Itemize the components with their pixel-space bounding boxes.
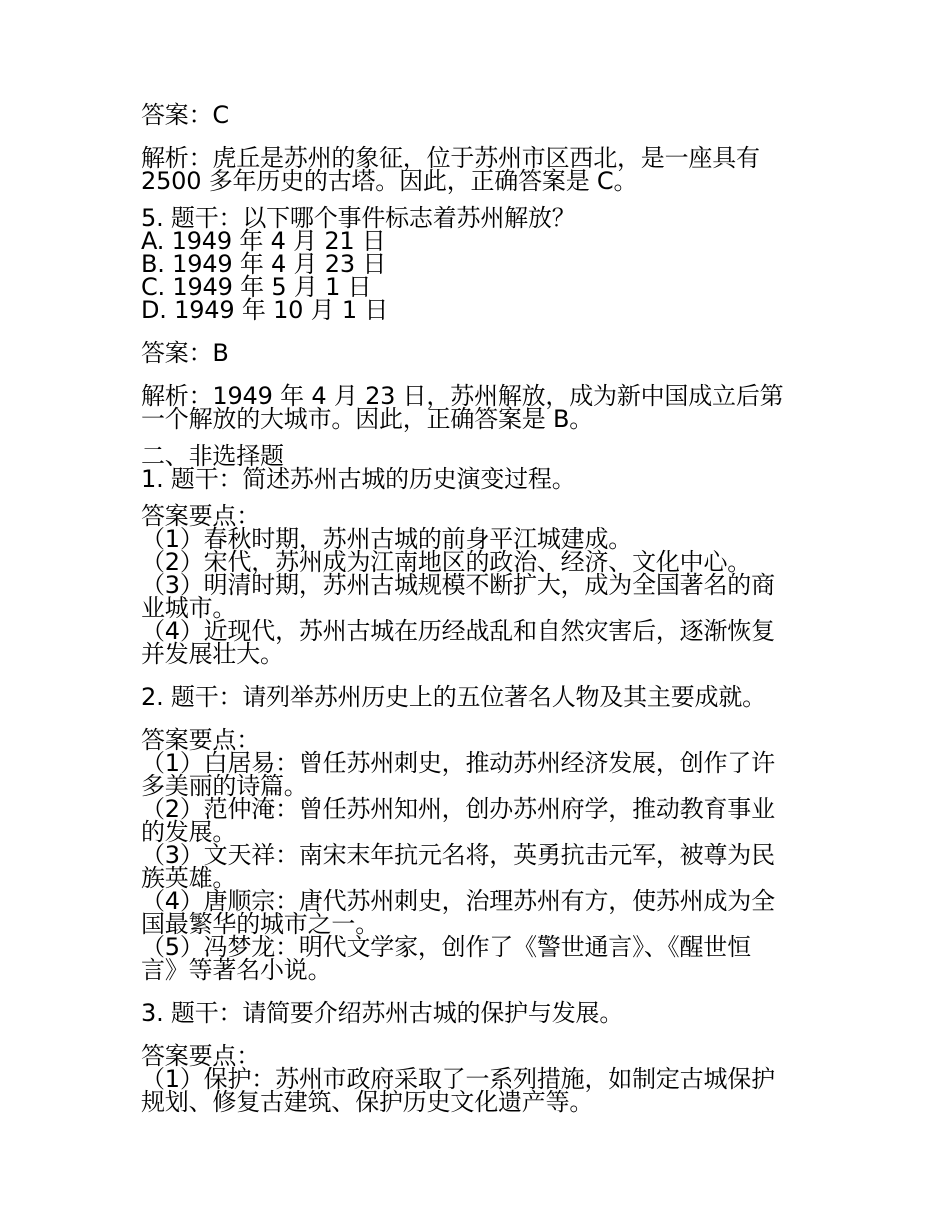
q5-analysis-line-2: 一个解放的大城市。因此，正确答案是 B。 xyxy=(141,405,594,433)
q5-option-c: C. 1949 年 5 月 1 日 xyxy=(141,273,372,301)
s2-q2-point: （4）唐顺宗：唐代苏州刺史，治理苏州有方，使苏州成为全 xyxy=(141,887,775,915)
s2-q1-point: 业城市。 xyxy=(141,594,237,622)
s2-q3-stem: 3. 题干：请简要介绍苏州古城的保护与发展。 xyxy=(141,999,624,1027)
s2-q1-point: （2）宋代，苏州成为江南地区的政治、经济、文化中心。 xyxy=(141,548,752,576)
s2-q2-point: （5）冯梦龙：明代文学家，创作了《警世通言》、《醒世恒 xyxy=(141,933,751,961)
q5-answer: 答案：B xyxy=(141,339,229,367)
s2-q2-point: （3）文天祥：南宋末年抗元名将，英勇抗击元军，被尊为民 xyxy=(141,841,775,869)
s2-q3-point: 规划、修复古建筑、保护历史文化遗产等。 xyxy=(141,1088,594,1116)
s2-q2-point: 多美丽的诗篇。 xyxy=(141,772,308,800)
q4-answer: 答案：C xyxy=(141,101,229,129)
s2-q1-point: （3）明清时期，苏州古城规模不断扩大，成为全国著名的商 xyxy=(141,571,775,599)
q5-option-a: A. 1949 年 4 月 21 日 xyxy=(141,227,386,255)
s2-q2-point: 族英雄。 xyxy=(141,864,237,892)
q5-stem: 5. 题干：以下哪个事件标志着苏州解放？ xyxy=(141,204,576,232)
s2-q2-point: （1）白居易：曾任苏州刺史，推动苏州经济发展，创作了许 xyxy=(141,749,775,777)
q4-analysis-line-2: 2500 多年历史的古塔。因此，正确答案是 C。 xyxy=(141,167,638,195)
s2-q3-point: （1）保护：苏州市政府采取了一系列措施，如制定古城保护 xyxy=(141,1065,775,1093)
s2-q2-stem: 2. 题干：请列举苏州历史上的五位著名人物及其主要成就。 xyxy=(141,683,766,711)
s2-q2-point: 的发展。 xyxy=(141,818,237,846)
section-heading: 二、非选择题 xyxy=(141,442,284,470)
s2-q2-point: （2）范仲淹：曾任苏州知州，创办苏州府学，推动教育事业 xyxy=(141,795,775,823)
s2-q1-points-label: 答案要点： xyxy=(141,502,260,530)
q4-analysis-line-1: 解析：虎丘是苏州的象征，位于苏州市区西北，是一座具有 xyxy=(141,144,760,172)
s2-q1-point: （4）近现代，苏州古城在历经战乱和自然灾害后，逐渐恢复 xyxy=(141,617,775,645)
document-page xyxy=(141,101,806,1116)
s2-q1-point: 并发展壮大。 xyxy=(141,640,284,668)
s2-q3-points-label: 答案要点： xyxy=(141,1042,260,1070)
s2-q1-point: （1）春秋时期，苏州古城的前身平江城建成。 xyxy=(141,525,633,553)
s2-q1-stem: 1. 题干：简述苏州古城的历史演变过程。 xyxy=(141,465,576,493)
s2-q2-point: 言》等著名小说。 xyxy=(141,956,332,984)
q5-option-b: B. 1949 年 4 月 23 日 xyxy=(141,250,387,278)
q5-option-d: D. 1949 年 10 月 1 日 xyxy=(141,296,389,324)
s2-q2-point: 国最繁华的城市之一。 xyxy=(141,910,379,938)
s2-q2-points-label: 答案要点： xyxy=(141,726,260,754)
q5-analysis-line-1: 解析：1949 年 4 月 23 日，苏州解放，成为新中国成立后第 xyxy=(141,382,784,410)
